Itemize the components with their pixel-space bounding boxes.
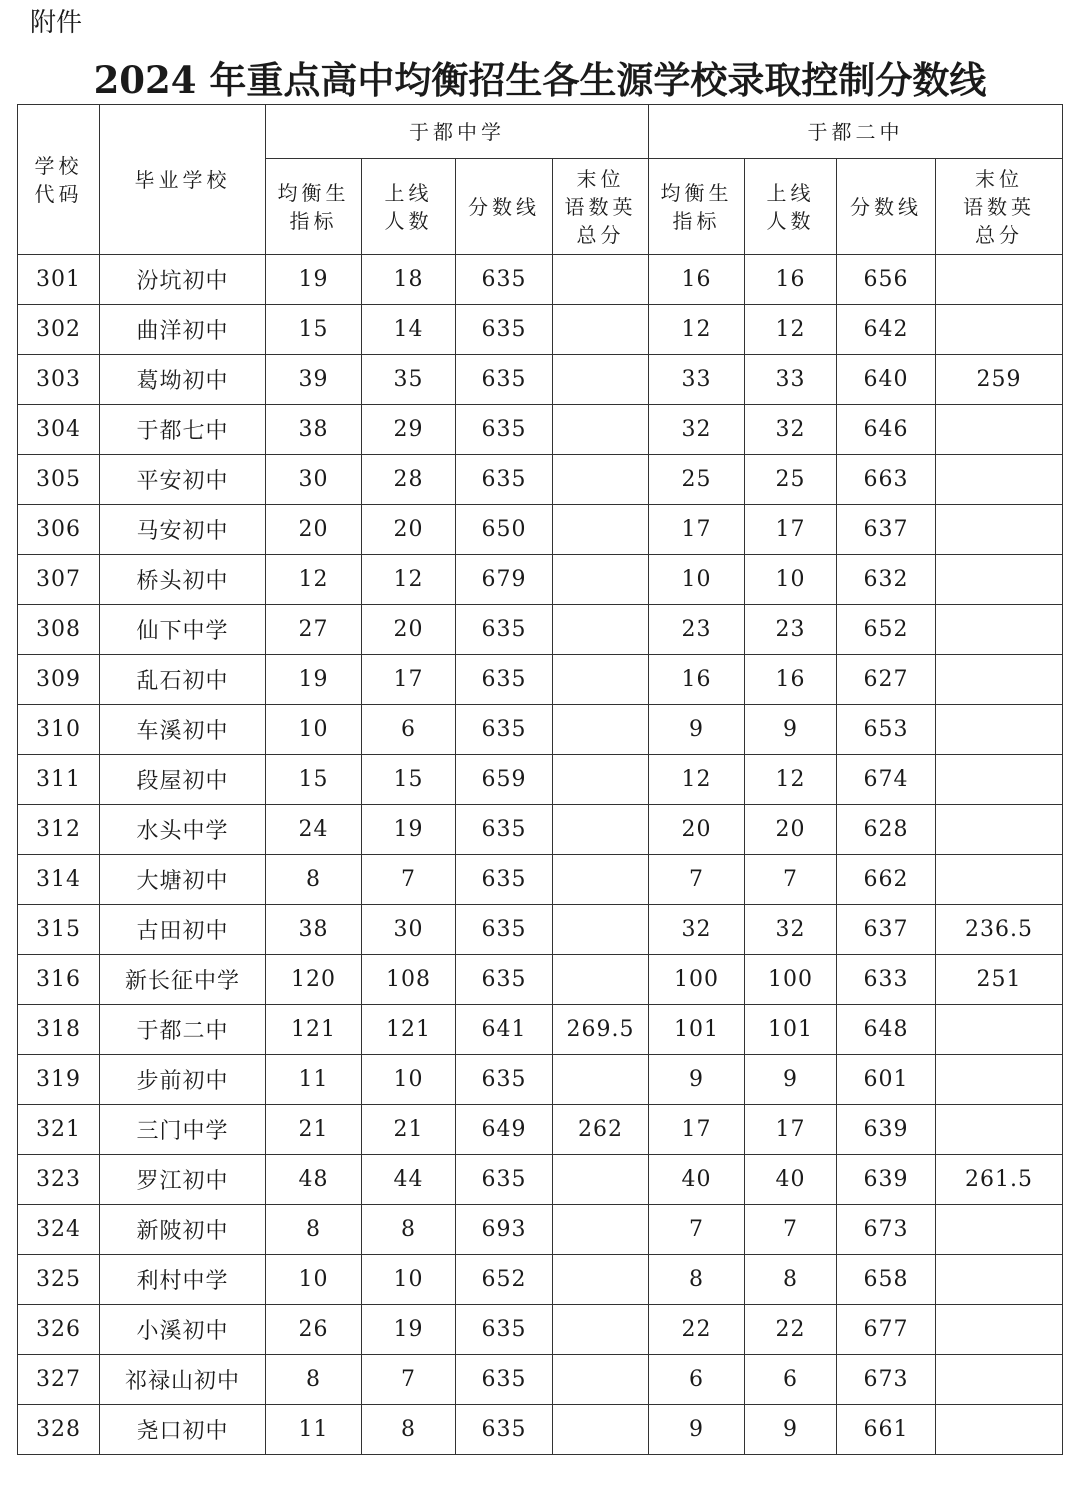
table-row	[18, 1055, 1063, 1105]
cell-yudu2-last-total	[936, 455, 1063, 505]
cell-yudu2-quota: 22	[649, 1305, 745, 1355]
cell-yudu-quota: 30	[266, 455, 362, 505]
cell-yudu2-passed: 9	[745, 1055, 837, 1105]
table-row	[18, 705, 1063, 755]
cell-yudu2-passed: 12	[745, 755, 837, 805]
table-row	[18, 805, 1063, 855]
cell-school-code: 306	[18, 505, 100, 555]
cell-yudu2-last-total	[936, 705, 1063, 755]
cell-yudu-last-total: 269.5	[553, 1005, 649, 1055]
cell-yudu-last-total	[553, 255, 649, 305]
cell-yudu2-quota: 33	[649, 355, 745, 405]
cell-yudu-cutoff: 641	[456, 1005, 553, 1055]
cell-yudu2-quota: 9	[649, 1405, 745, 1455]
cell-school-code: 302	[18, 305, 100, 355]
cell-yudu-cutoff: 635	[456, 355, 553, 405]
cell-yudu-cutoff: 635	[456, 955, 553, 1005]
cell-school-name: 曲洋初中	[100, 305, 266, 355]
cell-school-name: 马安初中	[100, 505, 266, 555]
cell-yudu-last-total	[553, 705, 649, 755]
cell-yudu2-cutoff: 658	[837, 1255, 936, 1305]
table-row	[18, 1205, 1063, 1255]
table-row	[18, 955, 1063, 1005]
cell-yudu-cutoff: 635	[456, 1155, 553, 1205]
cell-yudu2-last-total	[936, 1255, 1063, 1305]
cell-yudu2-passed: 7	[745, 1205, 837, 1255]
table-row	[18, 405, 1063, 455]
cell-yudu2-last-total	[936, 1355, 1063, 1405]
cell-school-code: 308	[18, 605, 100, 655]
cell-yudu-passed: 30	[362, 905, 456, 955]
cell-school-name: 尧口初中	[100, 1405, 266, 1455]
cell-school-name: 平安初中	[100, 455, 266, 505]
cell-yudu-quota: 24	[266, 805, 362, 855]
header-b-quota-line-2: 指标	[672, 208, 721, 233]
cell-yudu-cutoff: 650	[456, 505, 553, 555]
cell-yudu-last-total	[553, 1355, 649, 1405]
cell-school-name: 桥头初中	[100, 555, 266, 605]
cell-yudu2-last-total	[936, 1205, 1063, 1255]
cell-yudu-cutoff: 635	[456, 905, 553, 955]
cell-yudu2-quota: 40	[649, 1155, 745, 1205]
cell-yudu2-last-total: 261.5	[936, 1155, 1063, 1205]
cell-yudu-last-total	[553, 1155, 649, 1205]
cell-yudu2-last-total	[936, 305, 1063, 355]
cell-yudu-cutoff: 635	[456, 1055, 553, 1105]
cell-yudu-last-total	[553, 455, 649, 505]
cell-yudu-quota: 26	[266, 1305, 362, 1355]
cell-yudu2-quota: 7	[649, 1205, 745, 1255]
cell-yudu2-last-total	[936, 405, 1063, 455]
cell-school-code: 301	[18, 255, 100, 305]
table-row	[18, 505, 1063, 555]
cell-yudu-passed: 44	[362, 1155, 456, 1205]
cell-yudu-passed: 20	[362, 505, 456, 555]
cell-yudu-cutoff: 635	[456, 605, 553, 655]
cell-yudu2-last-total: 236.5	[936, 905, 1063, 955]
cell-yudu2-passed: 20	[745, 805, 837, 855]
cell-school-code: 305	[18, 455, 100, 505]
cell-yudu-cutoff: 652	[456, 1255, 553, 1305]
cell-school-name: 祁禄山初中	[100, 1355, 266, 1405]
cell-yudu-passed: 108	[362, 955, 456, 1005]
cell-school-name: 小溪初中	[100, 1305, 266, 1355]
cell-yudu-last-total	[553, 1305, 649, 1355]
cell-yudu-cutoff: 635	[456, 405, 553, 455]
table-row	[18, 605, 1063, 655]
cell-school-code: 315	[18, 905, 100, 955]
cell-yudu2-cutoff: 673	[837, 1205, 936, 1255]
cell-school-name: 新长征中学	[100, 955, 266, 1005]
cell-yudu2-quota: 16	[649, 655, 745, 705]
cell-yudu-passed: 12	[362, 555, 456, 605]
header-a-last-line-2: 语数英	[564, 194, 637, 219]
cell-yudu-quota: 10	[266, 705, 362, 755]
cell-school-code: 327	[18, 1355, 100, 1405]
cell-yudu2-cutoff: 637	[837, 505, 936, 555]
cell-yudu2-quota: 17	[649, 1105, 745, 1155]
table-row	[18, 1405, 1063, 1455]
cell-school-name: 于都七中	[100, 405, 266, 455]
cell-yudu2-last-total	[936, 555, 1063, 605]
cell-yudu2-cutoff: 663	[837, 455, 936, 505]
cell-yudu2-passed: 32	[745, 905, 837, 955]
cell-yudu-passed: 10	[362, 1255, 456, 1305]
table-row	[18, 305, 1063, 355]
cell-school-code: 321	[18, 1105, 100, 1155]
header-a-last-total	[553, 159, 649, 255]
cell-yudu2-quota: 10	[649, 555, 745, 605]
cell-school-code: 303	[18, 355, 100, 405]
table-row	[18, 1255, 1063, 1305]
cell-yudu-quota: 8	[266, 1355, 362, 1405]
header-a-passed-line-2: 人数	[384, 208, 433, 233]
header-b-passed-line-1: 上线	[766, 180, 815, 205]
cell-yudu2-cutoff: 673	[837, 1355, 936, 1405]
cell-yudu2-last-total	[936, 755, 1063, 805]
cell-yudu-last-total	[553, 1255, 649, 1305]
cell-school-name: 葛坳初中	[100, 355, 266, 405]
cell-yudu2-cutoff: 653	[837, 705, 936, 755]
cell-yudu-passed: 20	[362, 605, 456, 655]
header-a-quota-line-1: 均衡生	[277, 180, 350, 205]
cell-yudu2-cutoff: 637	[837, 905, 936, 955]
cell-yudu-passed: 35	[362, 355, 456, 405]
cell-yudu-last-total	[553, 805, 649, 855]
header-code-line-2: 代码	[34, 181, 83, 206]
table-row	[18, 855, 1063, 905]
cell-yudu-quota: 11	[266, 1055, 362, 1105]
header-a-last-line-3: 总分	[576, 222, 625, 247]
cell-yudu2-passed: 7	[745, 855, 837, 905]
cell-school-code: 324	[18, 1205, 100, 1255]
cell-yudu2-passed: 9	[745, 705, 837, 755]
cell-yudu2-last-total	[936, 1405, 1063, 1455]
header-b-last-total	[936, 159, 1063, 255]
cell-yudu2-quota: 12	[649, 305, 745, 355]
header-group-yudu-middle: 于都中学	[266, 105, 649, 159]
cell-yudu2-cutoff: 628	[837, 805, 936, 855]
cell-yudu-quota: 38	[266, 905, 362, 955]
cell-yudu-last-total	[553, 905, 649, 955]
header-b-last-line-1: 末位	[975, 166, 1023, 191]
cell-yudu-cutoff: 635	[456, 255, 553, 305]
cell-yudu2-cutoff: 648	[837, 1005, 936, 1055]
cell-yudu-quota: 38	[266, 405, 362, 455]
cell-yudu2-last-total	[936, 805, 1063, 855]
cell-school-code: 309	[18, 655, 100, 705]
cell-yudu-quota: 10	[266, 1255, 362, 1305]
cell-yudu-quota: 121	[266, 1005, 362, 1055]
cell-yudu-cutoff: 635	[456, 305, 553, 355]
cell-yudu2-last-total	[936, 505, 1063, 555]
cell-yudu-last-total	[553, 555, 649, 605]
attachment-label: 附件	[30, 8, 83, 38]
table-row	[18, 455, 1063, 505]
cell-school-code: 318	[18, 1005, 100, 1055]
cell-yudu-cutoff: 635	[456, 655, 553, 705]
cell-yudu-passed: 7	[362, 1355, 456, 1405]
cell-yudu2-passed: 22	[745, 1305, 837, 1355]
cell-yudu-quota: 8	[266, 855, 362, 905]
cell-school-code: 328	[18, 1405, 100, 1455]
cell-yudu2-cutoff: 674	[837, 755, 936, 805]
table-row	[18, 1005, 1063, 1055]
cell-yudu-cutoff: 659	[456, 755, 553, 805]
cell-yudu2-last-total	[936, 1055, 1063, 1105]
cell-yudu2-quota: 7	[649, 855, 745, 905]
cell-yudu2-cutoff: 601	[837, 1055, 936, 1105]
header-a-quota-line-2: 指标	[289, 208, 338, 233]
cell-yudu-cutoff: 635	[456, 855, 553, 905]
cell-yudu-passed: 15	[362, 755, 456, 805]
cell-yudu2-quota: 20	[649, 805, 745, 855]
cell-yudu2-cutoff: 677	[837, 1305, 936, 1355]
cell-yudu2-quota: 101	[649, 1005, 745, 1055]
cell-yudu2-passed: 8	[745, 1255, 837, 1305]
cell-school-code: 323	[18, 1155, 100, 1205]
table-row	[18, 1355, 1063, 1405]
header-b-last-line-2: 语数英	[963, 194, 1035, 219]
cell-yudu2-passed: 10	[745, 555, 837, 605]
cell-yudu2-cutoff: 642	[837, 305, 936, 355]
table-row	[18, 255, 1063, 305]
cell-yudu2-last-total	[936, 1305, 1063, 1355]
cell-yudu2-passed: 16	[745, 655, 837, 705]
cell-yudu2-cutoff: 627	[837, 655, 936, 705]
cell-yudu-passed: 19	[362, 805, 456, 855]
cell-yudu-cutoff: 679	[456, 555, 553, 605]
cell-yudu2-cutoff: 639	[837, 1105, 936, 1155]
cell-yudu-quota: 27	[266, 605, 362, 655]
table-row	[18, 755, 1063, 805]
header-graduation-school: 毕业学校	[100, 105, 266, 255]
cell-yudu2-passed: 101	[745, 1005, 837, 1055]
cell-yudu2-quota: 8	[649, 1255, 745, 1305]
cell-yudu2-last-total	[936, 655, 1063, 705]
cell-yudu2-quota: 32	[649, 405, 745, 455]
cell-school-name: 于都二中	[100, 1005, 266, 1055]
cell-yudu2-quota: 25	[649, 455, 745, 505]
cell-yudu-passed: 8	[362, 1205, 456, 1255]
cell-yudu-quota: 20	[266, 505, 362, 555]
header-b-passed	[745, 159, 837, 255]
cell-yudu-passed: 19	[362, 1305, 456, 1355]
header-school-code	[18, 105, 100, 255]
cell-yudu-cutoff: 635	[456, 1305, 553, 1355]
cell-yudu2-quota: 32	[649, 905, 745, 955]
table-row	[18, 1305, 1063, 1355]
cell-yudu-passed: 8	[362, 1405, 456, 1455]
cell-yudu2-last-total	[936, 255, 1063, 305]
header-a-quota	[266, 159, 362, 255]
cell-school-code: 319	[18, 1055, 100, 1105]
cell-yudu-cutoff: 649	[456, 1105, 553, 1155]
header-a-last-line-1: 末位	[576, 166, 625, 191]
cell-yudu2-cutoff: 640	[837, 355, 936, 405]
header-a-cutoff: 分数线	[456, 159, 553, 255]
cell-yudu2-cutoff: 652	[837, 605, 936, 655]
cell-yudu2-cutoff: 656	[837, 255, 936, 305]
cell-school-code: 307	[18, 555, 100, 605]
table-row	[18, 1155, 1063, 1205]
cell-yudu-passed: 14	[362, 305, 456, 355]
cell-yudu-passed: 121	[362, 1005, 456, 1055]
cell-yudu-last-total	[553, 1205, 649, 1255]
cell-yudu-quota: 15	[266, 305, 362, 355]
cell-yudu2-quota: 9	[649, 705, 745, 755]
cell-yudu-passed: 6	[362, 705, 456, 755]
cell-yudu-quota: 21	[266, 1105, 362, 1155]
cell-yudu-passed: 21	[362, 1105, 456, 1155]
cell-yudu-last-total	[553, 955, 649, 1005]
cell-school-name: 乱石初中	[100, 655, 266, 705]
cell-school-code: 325	[18, 1255, 100, 1305]
cell-school-name: 步前初中	[100, 1055, 266, 1105]
cell-yudu-passed: 18	[362, 255, 456, 305]
cell-yudu-quota: 12	[266, 555, 362, 605]
cell-yudu2-quota: 12	[649, 755, 745, 805]
cell-school-code: 312	[18, 805, 100, 855]
cell-yudu2-quota: 17	[649, 505, 745, 555]
cell-yudu2-cutoff: 639	[837, 1155, 936, 1205]
cell-yudu2-passed: 9	[745, 1405, 837, 1455]
cell-yudu2-cutoff: 632	[837, 555, 936, 605]
cell-yudu-last-total	[553, 755, 649, 805]
cell-school-name: 仙下中学	[100, 605, 266, 655]
cell-yudu2-passed: 40	[745, 1155, 837, 1205]
cell-school-name: 古田初中	[100, 905, 266, 955]
table-row	[18, 555, 1063, 605]
table-row	[18, 905, 1063, 955]
cell-school-code: 311	[18, 755, 100, 805]
cell-yudu2-passed: 23	[745, 605, 837, 655]
cell-yudu-cutoff: 635	[456, 1405, 553, 1455]
cell-yudu-last-total	[553, 305, 649, 355]
cell-school-code: 326	[18, 1305, 100, 1355]
cell-school-name: 利村中学	[100, 1255, 266, 1305]
cell-school-code: 314	[18, 855, 100, 905]
cell-school-name: 三门中学	[100, 1105, 266, 1155]
cell-yudu-quota: 19	[266, 255, 362, 305]
cell-yudu-passed: 29	[362, 405, 456, 455]
table-row	[18, 1105, 1063, 1155]
header-b-last-line-3: 总分	[975, 222, 1023, 247]
cell-yudu2-quota: 9	[649, 1055, 745, 1105]
cell-yudu2-cutoff: 662	[837, 855, 936, 905]
cell-yudu2-last-total: 251	[936, 955, 1063, 1005]
cell-school-code: 304	[18, 405, 100, 455]
page-title: 2024 年重点高中均衡招生各生源学校录取控制分数线	[93, 58, 987, 102]
cell-yudu2-passed: 25	[745, 455, 837, 505]
cell-yudu-last-total	[553, 655, 649, 705]
cell-yudu-passed: 28	[362, 455, 456, 505]
cell-yudu2-passed: 32	[745, 405, 837, 455]
cell-school-name: 段屋初中	[100, 755, 266, 805]
score-table	[17, 104, 1063, 1455]
cell-yudu2-last-total	[936, 605, 1063, 655]
cell-yudu-last-total	[553, 855, 649, 905]
cell-yudu2-passed: 12	[745, 305, 837, 355]
cell-yudu2-quota: 100	[649, 955, 745, 1005]
cell-yudu2-quota: 23	[649, 605, 745, 655]
cell-yudu-quota: 120	[266, 955, 362, 1005]
cell-yudu2-last-total	[936, 1005, 1063, 1055]
cell-yudu-passed: 7	[362, 855, 456, 905]
header-a-passed	[362, 159, 456, 255]
cell-yudu-last-total	[553, 1055, 649, 1105]
cell-yudu2-cutoff: 646	[837, 405, 936, 455]
cell-yudu-cutoff: 635	[456, 1355, 553, 1405]
table-row	[18, 355, 1063, 405]
cell-yudu2-passed: 17	[745, 1105, 837, 1155]
cell-yudu-last-total	[553, 605, 649, 655]
header-group-yudu-second: 于都二中	[649, 105, 1063, 159]
cell-yudu-cutoff: 635	[456, 805, 553, 855]
table-body	[18, 255, 1063, 1455]
header-a-passed-line-1: 上线	[384, 180, 433, 205]
cell-yudu-last-total	[553, 505, 649, 555]
cell-yudu2-last-total: 259	[936, 355, 1063, 405]
cell-school-name: 新陂初中	[100, 1205, 266, 1255]
cell-yudu-quota: 11	[266, 1405, 362, 1455]
cell-yudu2-passed: 6	[745, 1355, 837, 1405]
cell-yudu2-last-total	[936, 855, 1063, 905]
table-row	[18, 655, 1063, 705]
cell-school-name: 水头中学	[100, 805, 266, 855]
cell-yudu-passed: 17	[362, 655, 456, 705]
cell-school-name: 车溪初中	[100, 705, 266, 755]
header-b-cutoff: 分数线	[837, 159, 936, 255]
cell-yudu-quota: 8	[266, 1205, 362, 1255]
cell-school-name: 汾坑初中	[100, 255, 266, 305]
cell-yudu2-cutoff: 633	[837, 955, 936, 1005]
cell-yudu-last-total	[553, 1405, 649, 1455]
cell-yudu-quota: 19	[266, 655, 362, 705]
header-b-quota	[649, 159, 745, 255]
cell-yudu2-passed: 33	[745, 355, 837, 405]
cell-yudu2-passed: 100	[745, 955, 837, 1005]
cell-school-name: 罗江初中	[100, 1155, 266, 1205]
cell-yudu-passed: 10	[362, 1055, 456, 1105]
cell-yudu2-quota: 16	[649, 255, 745, 305]
cell-yudu-cutoff: 635	[456, 455, 553, 505]
header-code-line-1: 学校	[34, 153, 83, 178]
cell-school-name: 大塘初中	[100, 855, 266, 905]
cell-yudu-quota: 39	[266, 355, 362, 405]
cell-yudu2-passed: 17	[745, 505, 837, 555]
header-b-quota-line-1: 均衡生	[660, 180, 733, 205]
cell-yudu-last-total	[553, 405, 649, 455]
cell-yudu-last-total: 262	[553, 1105, 649, 1155]
cell-yudu2-cutoff: 661	[837, 1405, 936, 1455]
cell-yudu-quota: 15	[266, 755, 362, 805]
cell-yudu2-passed: 16	[745, 255, 837, 305]
cell-school-code: 316	[18, 955, 100, 1005]
cell-yudu2-last-total	[936, 1105, 1063, 1155]
cell-school-code: 310	[18, 705, 100, 755]
cell-yudu-cutoff: 635	[456, 705, 553, 755]
cell-yudu2-quota: 6	[649, 1355, 745, 1405]
cell-yudu-quota: 48	[266, 1155, 362, 1205]
cell-yudu-cutoff: 693	[456, 1205, 553, 1255]
cell-yudu-last-total	[553, 355, 649, 405]
header-b-passed-line-2: 人数	[766, 208, 815, 233]
